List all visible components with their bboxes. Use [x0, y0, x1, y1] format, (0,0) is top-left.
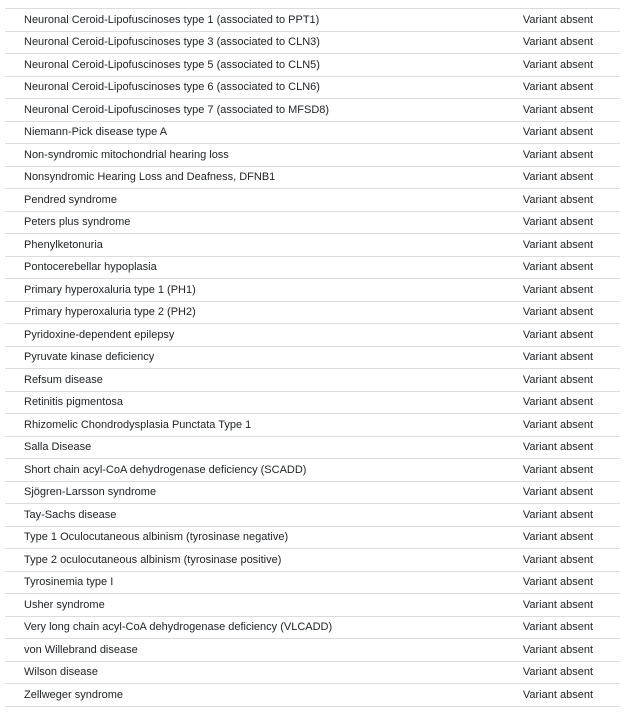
variant-status: Variant absent [522, 396, 593, 409]
variant-status: Variant absent [522, 283, 593, 296]
variant-status: Variant absent [522, 531, 593, 544]
variant-status: Variant absent [522, 148, 593, 161]
variant-status: Variant absent [522, 216, 593, 229]
table-row [5, 77, 620, 100]
condition-name: Primary hyperoxaluria type 2 (PH2) [24, 306, 196, 319]
condition-name: Type 1 Oculocutaneous albinism (tyrosinase negative) [24, 531, 289, 544]
condition-name: Pyridoxine-dependent epilepsy [24, 328, 175, 341]
condition-name: Neuronal Ceroid-Lipofuscinoses type 6 (associated to CLN6) [24, 81, 320, 94]
variant-status: Variant absent [522, 621, 593, 634]
condition-name: Sjögren-Larsson syndrome [24, 486, 157, 499]
table-row [5, 212, 620, 235]
condition-name: Refsum disease [24, 373, 103, 386]
condition-name: Niemann-Pick disease type A [24, 126, 168, 139]
condition-name: Pendred syndrome [24, 193, 117, 206]
table-row [5, 167, 620, 190]
table-row [5, 302, 620, 325]
variant-status: Variant absent [522, 418, 593, 431]
table-row [5, 572, 620, 595]
table-row [5, 234, 620, 257]
table-row [5, 662, 620, 685]
condition-name: Very long chain acyl-CoA dehydrogenase deficiency (VLCADD) [24, 621, 333, 634]
table-row [5, 122, 620, 145]
table-row [5, 684, 620, 707]
table-row [5, 369, 620, 392]
variant-status: Variant absent [522, 58, 593, 71]
condition-name: Salla Disease [24, 441, 92, 454]
variant-status: Variant absent [522, 126, 593, 139]
table-row [5, 32, 620, 55]
condition-name: Non-syndromic mitochondrial hearing loss [24, 148, 229, 161]
variant-status: Variant absent [522, 171, 593, 184]
condition-name: Zellweger syndrome [24, 688, 124, 701]
condition-name: Rhizomelic Chondrodysplasia Punctata Type 1 [24, 418, 252, 431]
variant-status: Variant absent [522, 486, 593, 499]
variant-status: Variant absent [522, 553, 593, 566]
condition-name: Type 2 oculocutaneous albinism (tyrosinase positive) [24, 553, 282, 566]
table-row [5, 54, 620, 77]
variant-status: Variant absent [522, 576, 593, 589]
table-row [5, 504, 620, 527]
table-row [5, 189, 620, 212]
variant-status: Variant absent [522, 373, 593, 386]
variant-status: Variant absent [522, 463, 593, 476]
condition-name: Phenylketonuria [24, 238, 103, 251]
condition-name: Tyrosinemia type I [24, 576, 114, 589]
variant-status: Variant absent [522, 351, 593, 364]
condition-name: Nonsyndromic Hearing Loss and Deafness, DFNB1 [24, 171, 276, 184]
variant-status: Variant absent [522, 598, 593, 611]
variant-status: Variant absent [522, 81, 593, 94]
condition-name: Retinitis pigmentosa [24, 396, 124, 409]
table-row [5, 279, 620, 302]
variant-status: Variant absent [522, 328, 593, 341]
condition-name: Neuronal Ceroid-Lipofuscinoses type 5 (associated to CLN5) [24, 58, 320, 71]
variant-status: Variant absent [522, 688, 593, 701]
variant-status: Variant absent [522, 666, 593, 679]
variant-status: Variant absent [522, 103, 593, 116]
variant-status: Variant absent [522, 238, 593, 251]
table-row [5, 9, 620, 32]
table-row [5, 594, 620, 617]
table-row [5, 144, 620, 167]
condition-name: Wilson disease [24, 666, 98, 679]
variant-status: Variant absent [522, 36, 593, 49]
condition-name: Pontocerebellar hypoplasia [24, 261, 157, 274]
condition-name: Peters plus syndrome [24, 216, 131, 229]
condition-name: Neuronal Ceroid-Lipofuscinoses type 3 (associated to CLN3) [24, 36, 320, 49]
condition-name: Neuronal Ceroid-Lipofuscinoses type 7 (associated to MFSD8) [24, 103, 330, 116]
table-row [5, 549, 620, 572]
condition-name: Primary hyperoxaluria type 1 (PH1) [24, 283, 196, 296]
table-row [5, 482, 620, 505]
variant-status: Variant absent [522, 643, 593, 656]
condition-name: Short chain acyl-CoA dehydrogenase deficiency (SCADD) [24, 463, 307, 476]
table-row [5, 527, 620, 550]
condition-name: Neuronal Ceroid-Lipofuscinoses type 1 (associated to PPT1) [24, 13, 320, 26]
table-row [5, 639, 620, 662]
table-row [5, 347, 620, 370]
variant-status: Variant absent [522, 441, 593, 454]
variant-status: Variant absent [522, 193, 593, 206]
table-row [5, 414, 620, 437]
conditions-results-table [5, 8, 620, 707]
condition-name: Pyruvate kinase deficiency [24, 351, 155, 364]
variant-status: Variant absent [522, 13, 593, 26]
condition-name: Tay-Sachs disease [24, 508, 117, 521]
condition-name: von Willebrand disease [24, 643, 138, 656]
table-row [5, 324, 620, 347]
table-row [5, 459, 620, 482]
variant-status: Variant absent [522, 306, 593, 319]
variant-status: Variant absent [522, 261, 593, 274]
table-row [5, 617, 620, 640]
variant-status: Variant absent [522, 508, 593, 521]
condition-name: Usher syndrome [24, 598, 105, 611]
table-row [5, 99, 620, 122]
table-row [5, 392, 620, 415]
table-row [5, 257, 620, 280]
table-row [5, 437, 620, 460]
